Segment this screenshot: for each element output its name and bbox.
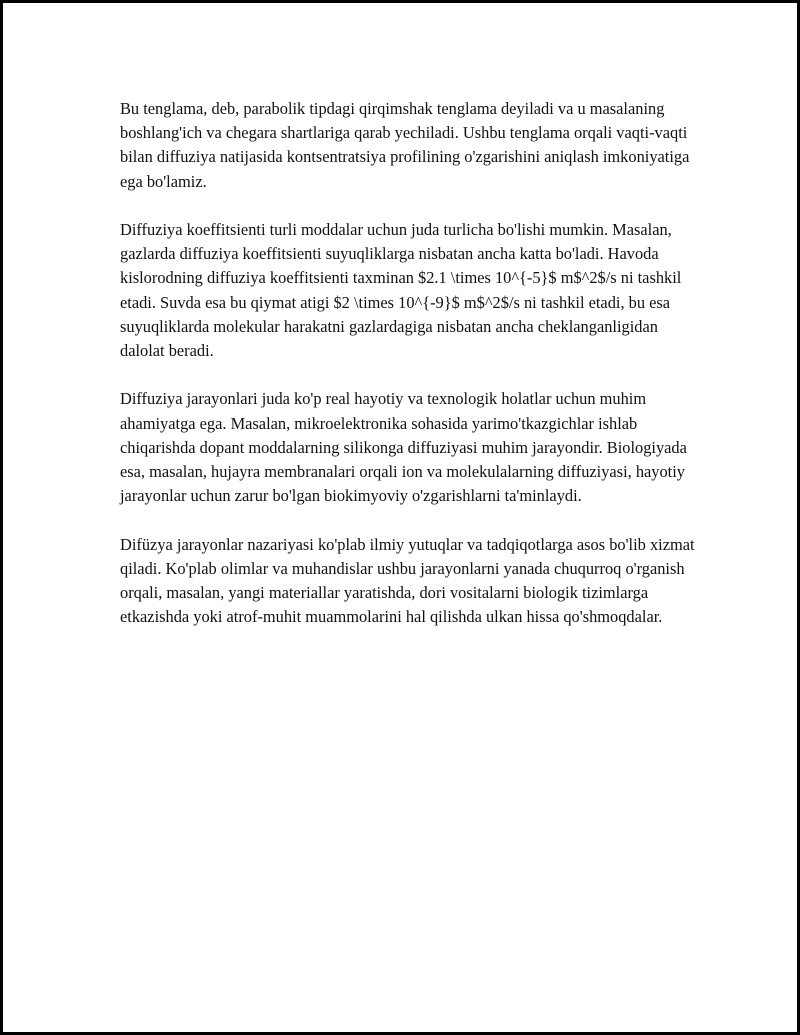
- paragraph-4: Difüzya jarayonlar nazariyasi ko'plab ilmiy yutuqlar va tadqiqotlarga asos bo'lib xizmat qiladi. Ko'plab olimlar va muhandislar ushbu jarayonlarni yanada chuqurroq o'rganish orqali, masalan, yangi materiallar yaratishda, dori vositalarni biologik tizimlarga etkazishda yoki atrof-muhit muammolarini hal qilishda ulkan hissa qo'shmoqdalar.: [120, 534, 695, 627]
- paragraph-1: Bu tenglama, deb, parabolik tipdagi qirqimshak tenglama deyiladi va u masalaning boshlang'ich va chegara shartlariga qarab yechiladi. Ushbu tenglama orqali vaqti-vaqti bilan diffuziya natijasida kontsentratsiya profilining o'zgarishini aniqlash imkoniyatiga ega bo'lamiz.: [120, 99, 690, 191]
- paragraph-3: Diffuziya jarayonlari juda ko'p real hayotiy va texnologik holatlar uchun muhim ahamiyatga ega. Masalan, mikroelektronika sohasida yarimo'tkazgichlar ishlab chiqarishda dopant moddalarning silikonga diffuziyasi muhim jarayondir. Biologiyada esa, masalan, hujayra membranalari orqali ion va molekulalarning diffuziyasi, hayotiy jarayonlar uchun zarur bo'lgan biokimyoviy o'zgarishlarni ta'minlaydi.: [120, 389, 687, 506]
- paragraph-2: Diffuziya koeffitsienti turli moddalar uchun juda turlicha bo'lishi mumkin. Masalan, gazlarda diffuziya koeffitsienti suyuqliklarga nisbatan ancha katta bo'ladi. Havoda kislorodning diffuziya koeffitsienti taxminan $2.1 \times 10^{-5}$ m$^2$/s ni tashkil etadi. Suvda esa bu qiymat atigi $2 \times 10^{-9}$ m$^2$/s ni tashkil etadi, bu esa suyuqliklarda molekular harakatni gazlardagiga nisbatan ancha cheklanganligidan dalolat beradi.: [120, 220, 682, 361]
- document-body: [120, 97, 700, 654]
